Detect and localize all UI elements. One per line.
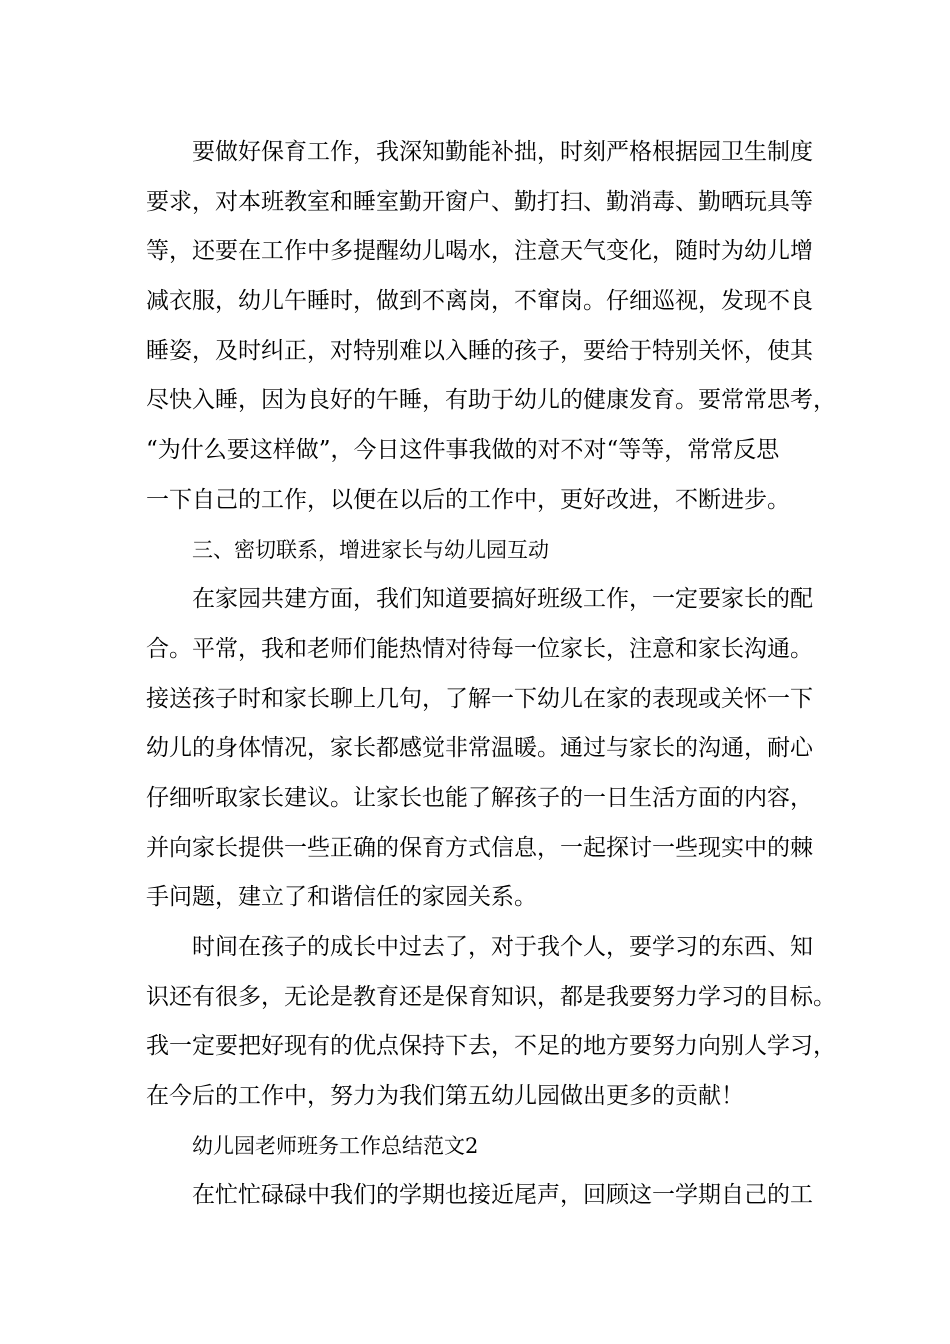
text-line: 尽快入睡，因为良好的午睡，有助于幼儿的健康发育。要常常思考， — [146, 387, 836, 414]
section-heading: 三、密切联系，增进家长与幼儿园互动 — [192, 537, 549, 562]
paragraph-semester-review — [146, 1171, 816, 1221]
document-body — [146, 128, 836, 1221]
text-line: 幼儿的身体情况，家长都感觉非常温暖。通过与家长的沟通，耐心 — [146, 735, 813, 762]
article-title: 幼儿园老师班务工作总结范文2 — [192, 1133, 479, 1158]
paragraph-conclusion — [146, 923, 836, 1122]
text-line: 在忙忙碌碌中我们的学期也接近尾声，回顾这一学期自己的工 — [192, 1182, 813, 1209]
text-line: 睡姿，及时纠正，对特别难以入睡的孩子，要给于特别关怀，使其 — [146, 337, 813, 364]
text-line: 减衣服，幼儿午睡时，做到不离岗，不窜岗。仔细巡视，发现不良 — [146, 288, 813, 315]
text-line: 要做好保育工作，我深知勤能补拙，时刻严格根据园卫生制度 — [192, 139, 813, 165]
text-line: 接送孩子时和家长聊上几句，了解一下幼儿在家的表现或关怀一下 — [146, 685, 813, 712]
text-line: 时间在孩子的成长中过去了，对于我个人，要学习的东西、知 — [192, 934, 813, 960]
text-line: 在家园共建方面，我们知道要搞好班级工作，一定要家长的配 — [192, 586, 813, 613]
text-line: 仔细听取家长建议。让家长也能了解孩子的一日生活方面的内容， — [146, 784, 813, 811]
text-line: 在今后的工作中，努力为我们第五幼儿园做出更多的贡献！ — [146, 1083, 744, 1110]
text-line: 并向家长提供一些正确的保育方式信息，一起探讨一些现实中的棘 — [146, 834, 813, 861]
text-line: 要求，对本班教室和睡室勤开窗户、勤打扫、勤消毒、勤晒玩具等 — [146, 188, 813, 215]
text-line: 识还有很多，无论是教育还是保育知识，都是我要努力学习的目标。 — [146, 983, 836, 1010]
text-line: 合。平常，我和老师们能热情对待每一位家长，注意和家长沟通。 — [146, 635, 813, 662]
text-line: 手问题，建立了和谐信任的家园关系。 — [146, 884, 537, 911]
text-line: 我一定要把好现有的优点保持下去，不足的地方要努力向别人学习， — [146, 1033, 836, 1060]
article-title-sample-2 — [146, 1122, 816, 1172]
text-line: 等，还要在工作中多提醒幼儿喝水，注意天气变化，随时为幼儿增 — [146, 238, 813, 265]
paragraph-home-school — [146, 575, 816, 923]
section-heading-parent-contact — [146, 526, 816, 576]
text-line: 一下自己的工作，以便在以后的工作中，更好改进，不断进步。 — [146, 486, 790, 513]
text-line: “为什么要这样做”，今日这件事我做的对不对“等等，常常反思 — [146, 437, 780, 464]
paragraph-hygiene-care — [146, 128, 836, 526]
